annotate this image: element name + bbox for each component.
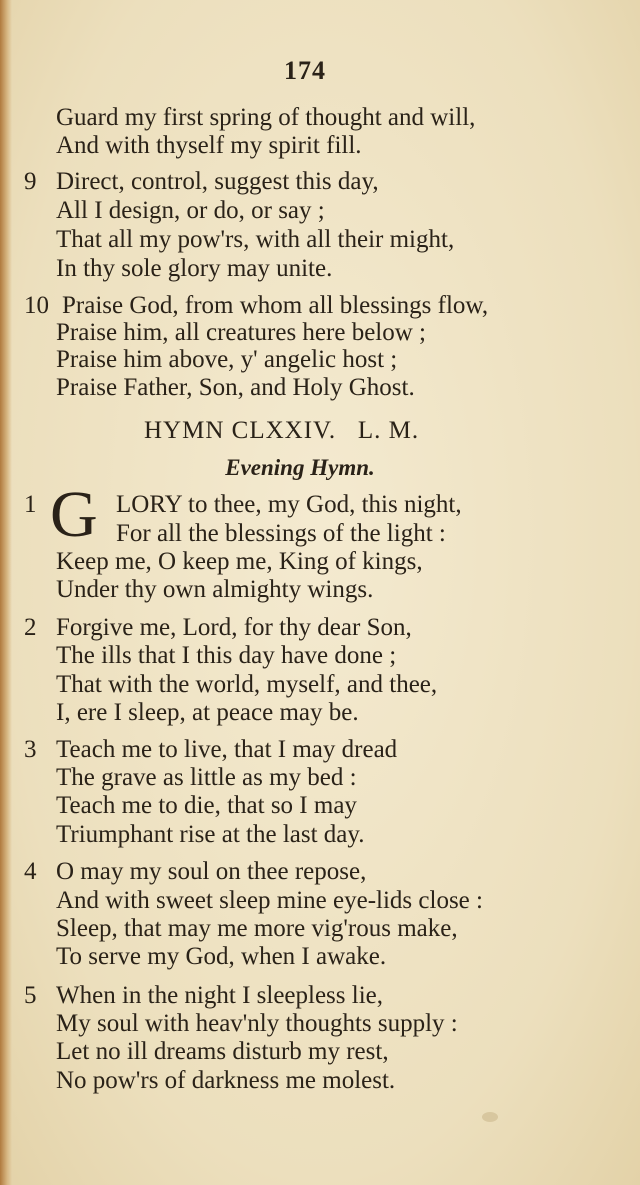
stanza-number: 5 bbox=[24, 982, 37, 1009]
verse-line: I, ere I sleep, at peace may be. bbox=[56, 699, 359, 726]
stanza-number: 9 bbox=[24, 168, 37, 195]
verse-line: Praise him above, y' angelic host ; bbox=[56, 346, 398, 373]
hymn-subtitle: Evening Hymn. bbox=[225, 455, 375, 480]
stanza-number: 1 bbox=[24, 491, 37, 518]
hymn-heading-text: HYMN CLXXIV. L. M. bbox=[144, 417, 420, 444]
verse-line: Praise him, all creatures here below ; bbox=[56, 319, 426, 346]
verse-line: In thy sole glory may unite. bbox=[56, 255, 333, 282]
verse-line: And with thyself my spirit fill. bbox=[56, 132, 362, 159]
verse-line: Forgive me, Lord, for thy dear Son, bbox=[56, 614, 412, 641]
verse-line: Guard my first spring of thought and will, bbox=[56, 104, 476, 131]
verse-line: Keep me, O keep me, King of kings, bbox=[56, 548, 423, 575]
verse-line: The grave as little as my bed : bbox=[56, 764, 357, 791]
page-number: 174 bbox=[284, 56, 326, 85]
verse-line: When in the night I sleepless lie, bbox=[56, 982, 384, 1009]
verse-line: My soul with heav'nly thoughts supply : bbox=[56, 1010, 458, 1037]
stanza-number: 2 bbox=[24, 614, 37, 641]
verse-line: No pow'rs of darkness me molest. bbox=[56, 1067, 396, 1094]
stanza-number: 10 bbox=[24, 292, 49, 319]
verse-line: Teach me to die, that so I may bbox=[56, 792, 357, 819]
stanza-number: 4 bbox=[24, 858, 37, 885]
verse-line: And with sweet sleep mine eye-lids close : bbox=[56, 887, 483, 914]
verse-line: Triumphant rise at the last day. bbox=[56, 821, 365, 848]
verse-line: The ills that I this day have done ; bbox=[56, 642, 397, 669]
verse-line: Praise Father, Son, and Holy Ghost. bbox=[56, 374, 415, 401]
verse-line: Let no ill dreams disturb my rest, bbox=[56, 1038, 389, 1065]
verse-line: Under thy own almighty wings. bbox=[56, 576, 374, 603]
verse-line: Teach me to live, that I may dread bbox=[56, 736, 398, 763]
paper-stain bbox=[482, 1112, 498, 1122]
verse-line: Sleep, that may me more vig'rous make, bbox=[56, 915, 458, 942]
verse-line: Praise God, from whom all blessings flow, bbox=[62, 292, 489, 319]
verse-line: For all the blessings of the light : bbox=[116, 520, 446, 547]
verse-line: LORY to thee, my God, this night, bbox=[116, 491, 462, 518]
verse-line: All I design, or do, or say ; bbox=[56, 197, 325, 224]
verse-line: Direct, control, suggest this day, bbox=[56, 168, 379, 195]
verse-line: That all my pow'rs, with all their might, bbox=[56, 226, 455, 253]
drop-cap: G bbox=[50, 478, 98, 551]
verse-line: To serve my God, when I awake. bbox=[56, 943, 387, 970]
verse-line: That with the world, myself, and thee, bbox=[56, 671, 438, 698]
page-edge-shadow bbox=[0, 0, 12, 1185]
verse-line: O may my soul on thee repose, bbox=[56, 858, 367, 885]
stanza-number: 3 bbox=[24, 736, 37, 763]
